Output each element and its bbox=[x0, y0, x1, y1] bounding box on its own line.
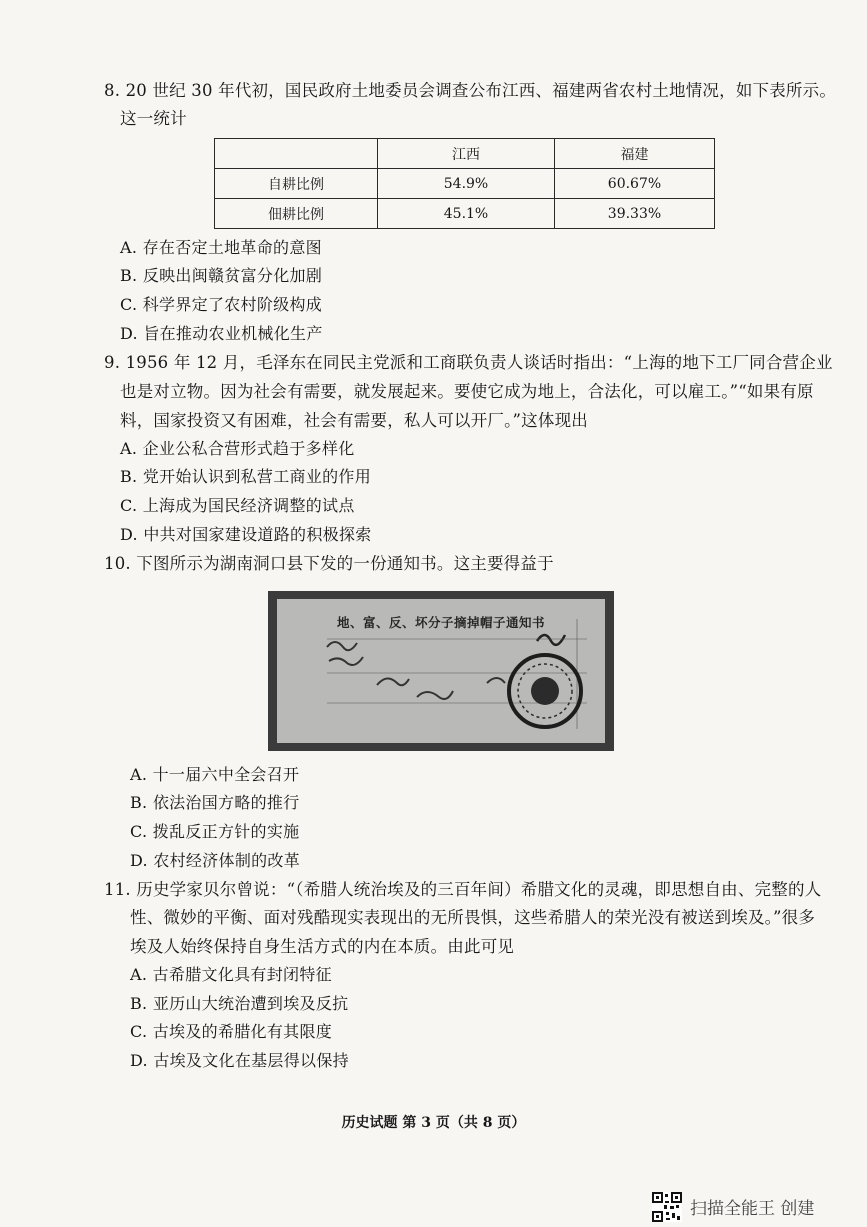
q9-option-b: B. 党开始认识到私营工商业的作用 bbox=[120, 467, 372, 486]
q11-stem-line-2: 性、微妙的平衡、面对残酷现实表现出的无所畏惧，这些希腊人的荣光没有被送到埃及。”很多 bbox=[130, 908, 816, 927]
q9-stem-line-1: 9. 1956 年 12 月，毛泽东在同民主党派和工商联负责人谈话时指出：“上海的地下工厂同合营企业 bbox=[104, 353, 833, 372]
q8-stem-line-2: 这一统计 bbox=[120, 109, 187, 128]
table-row bbox=[215, 199, 715, 229]
table-cell: 45.1% bbox=[378, 199, 555, 229]
table-header-cell: 江西 bbox=[378, 139, 555, 169]
table-cell: 佃耕比例 bbox=[215, 199, 378, 229]
table-header-row bbox=[215, 139, 715, 169]
q8-option-d: D. 旨在推动农业机械化生产 bbox=[120, 324, 323, 343]
table-cell: 54.9% bbox=[378, 169, 555, 199]
notice-photo bbox=[268, 591, 614, 751]
q8-option-c: C. 科学界定了农村阶级构成 bbox=[120, 295, 323, 314]
q9-stem-line-3: 料，国家投资又有困难，社会有需要，私人可以开厂。”这体现出 bbox=[120, 411, 588, 430]
q9-option-d: D. 中共对国家建设道路的积极探索 bbox=[120, 525, 372, 544]
table-cell: 自耕比例 bbox=[215, 169, 378, 199]
q11-option-b: B. 亚历山大统治遭到埃及反抗 bbox=[130, 994, 349, 1013]
q10-option-a: A. 十一届六中全会召开 bbox=[130, 765, 300, 784]
table-header-cell: 福建 bbox=[555, 139, 715, 169]
q10-option-c: C. 拨乱反正方针的实施 bbox=[130, 822, 300, 841]
q11-option-c: C. 古埃及的希腊化有其限度 bbox=[130, 1022, 333, 1041]
q8-option-b: B. 反映出闽赣贫富分化加剧 bbox=[120, 266, 323, 285]
q11-option-a: A. 古希腊文化具有封闭特征 bbox=[130, 965, 332, 984]
q11-option-d: D. 古埃及文化在基层得以保持 bbox=[130, 1051, 349, 1070]
notice-paper bbox=[277, 599, 605, 743]
table-header-cell bbox=[215, 139, 378, 169]
q8-stem-line-1: 8. 20 世纪 30 年代初，国民政府土地委员会调查公布江西、福建两省农村土地情况，如下表所示。 bbox=[104, 81, 837, 100]
q9-option-c: C. 上海成为国民经济调整的试点 bbox=[120, 496, 355, 515]
qr-code-icon bbox=[652, 1192, 682, 1222]
notice-handwriting-image bbox=[277, 599, 605, 743]
land-statistics-table bbox=[214, 138, 715, 229]
table-cell: 39.33% bbox=[555, 199, 715, 229]
table-row bbox=[215, 169, 715, 199]
table-cell: 60.67% bbox=[555, 169, 715, 199]
q8-option-a: A. 存在否定土地革命的意图 bbox=[120, 238, 322, 257]
q10-option-b: B. 依法治国方略的推行 bbox=[130, 793, 300, 812]
q9-stem-line-2: 也是对立物。因为社会有需要，就发展起来。要使它成为地上，合法化，可以雇工。”“如果有原 bbox=[120, 382, 814, 401]
page-footer: 历史试题 第 3 页（共 8 页） bbox=[341, 1115, 526, 1131]
q10-stem-line-1: 10. 下图所示为湖南洞口县下发的一份通知书。这主要得益于 bbox=[104, 554, 554, 573]
notice-title: 地、富、反、坏分子摘掉帽子通知书 bbox=[337, 615, 546, 630]
q9-option-a: A. 企业公私合营形式趋于多样化 bbox=[120, 439, 355, 458]
scanner-watermark: 扫描全能王 创建 bbox=[690, 1199, 815, 1219]
q11-stem-line-1: 11. 历史学家贝尔曾说：“（希腊人统治埃及的三百年间）希腊文化的灵魂，即思想自由、完整的人 bbox=[104, 880, 822, 899]
q10-option-d: D. 农村经济体制的改革 bbox=[130, 851, 301, 870]
q11-stem-line-3: 埃及人始终保持自身生活方式的内在本质。由此可见 bbox=[130, 937, 515, 956]
